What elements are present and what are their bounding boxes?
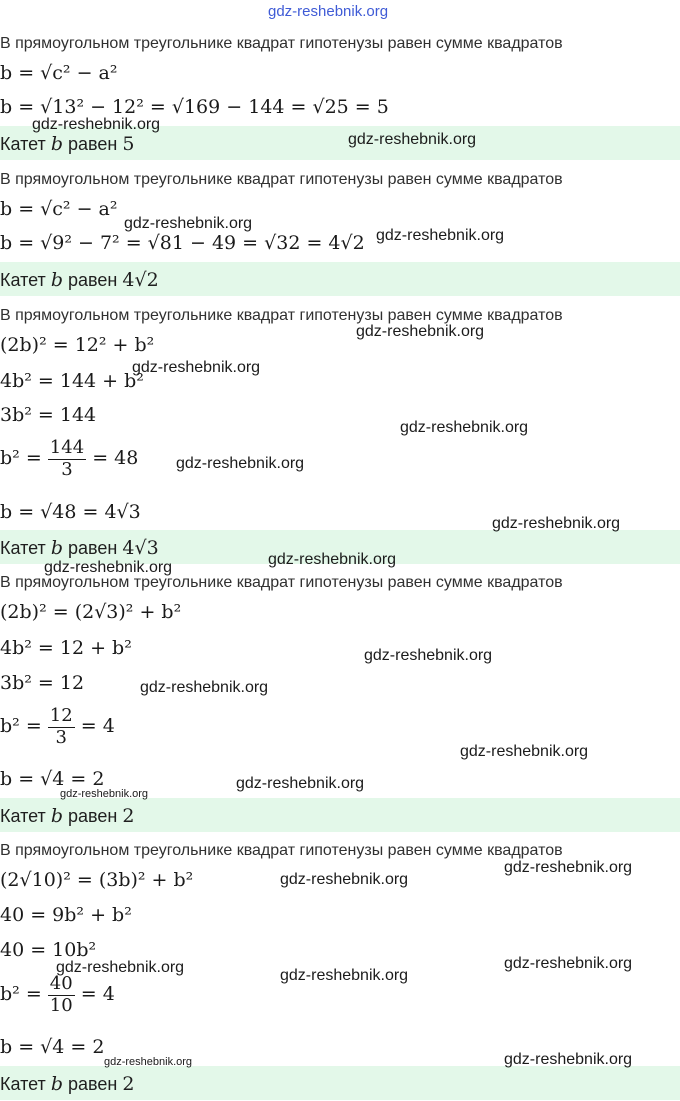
formula-line: b = √9² − 7² = √81 − 49 = √32 = 4√2 bbox=[0, 232, 365, 254]
watermark: gdz-reshebnik.org bbox=[504, 859, 633, 876]
watermark: gdz-reshebnik.org bbox=[460, 743, 589, 760]
answer-verb: равен bbox=[68, 538, 118, 558]
watermark: gdz-reshebnik.org bbox=[400, 419, 529, 436]
watermark: gdz-reshebnik.org bbox=[376, 227, 505, 244]
watermark: gdz-reshebnik.org bbox=[348, 131, 477, 148]
fraction-numerator: 144 bbox=[49, 437, 85, 458]
answer-prefix: Катет bbox=[0, 134, 46, 154]
watermark: gdz-reshebnik.org bbox=[32, 116, 161, 133]
statement-text: В прямоугольном треугольнике квадрат гипотенузы равен сумме квадратов bbox=[0, 171, 563, 188]
answer-verb: равен bbox=[68, 1074, 118, 1094]
formula-line: b = √13² − 12² = √169 − 144 = √25 = 5 bbox=[0, 96, 389, 118]
watermark: gdz-reshebnik.org bbox=[268, 551, 397, 568]
watermark: gdz-reshebnik.org bbox=[280, 967, 409, 984]
answer-line bbox=[0, 1073, 134, 1095]
answer-verb: равен bbox=[68, 806, 118, 826]
watermark: gdz-reshebnik.org bbox=[504, 955, 633, 972]
fraction-lhs: b² = bbox=[0, 447, 42, 470]
fraction-rhs: = 4 bbox=[80, 983, 115, 1006]
fraction-line bbox=[0, 974, 115, 1016]
formula-line: b = √c² − a² bbox=[0, 62, 118, 84]
formula-line: 40 = 9b² + b² bbox=[0, 904, 132, 926]
answer-value: 5 bbox=[122, 133, 135, 155]
answer-verb: равен bbox=[68, 270, 118, 290]
watermark: gdz-reshebnik.org bbox=[280, 871, 409, 888]
watermark: gdz-reshebnik.org bbox=[236, 775, 365, 792]
formula-line: (2b)² = 12² + b² bbox=[0, 334, 155, 356]
formula-line: 3b² = 144 bbox=[0, 404, 97, 426]
formula-line: (2√10)² = (3b)² + b² bbox=[0, 869, 194, 891]
statement-text: В прямоугольном треугольнике квадрат гипотенузы равен сумме квадратов bbox=[0, 35, 563, 52]
watermark: gdz-reshebnik.org bbox=[124, 215, 253, 232]
formula-line: b = √4 = 2 bbox=[0, 768, 105, 790]
formula-line: 40 = 10b² bbox=[0, 939, 97, 961]
watermark: gdz-reshebnik.org bbox=[176, 455, 305, 472]
formula-line: (2b)² = (2√3)² + b² bbox=[0, 601, 182, 623]
fraction-lhs: b² = bbox=[0, 983, 42, 1006]
answer-prefix: Катет bbox=[0, 538, 46, 558]
watermark: gdz-reshebnik.org bbox=[356, 323, 485, 340]
formula-line: b = √c² − a² bbox=[0, 198, 118, 220]
formula-line: b = √4 = 2 bbox=[0, 1036, 105, 1058]
fraction-denominator: 3 bbox=[61, 458, 73, 480]
watermark: gdz-reshebnik.org bbox=[492, 515, 621, 532]
fraction-line bbox=[0, 706, 115, 748]
answer-line bbox=[0, 269, 159, 291]
answer-variable: b bbox=[50, 1073, 63, 1095]
watermark: gdz-reshebnik.org bbox=[104, 1056, 193, 1068]
answer-prefix: Катет bbox=[0, 1074, 46, 1094]
answer-value: 2 bbox=[122, 1073, 135, 1095]
fraction-rhs: = 4 bbox=[80, 715, 115, 738]
fraction bbox=[48, 974, 75, 1016]
statement-text: В прямоугольном треугольнике квадрат гипотенузы равен сумме квадратов bbox=[0, 307, 563, 324]
watermark: gdz-reshebnik.org bbox=[132, 359, 261, 376]
answer-verb: равен bbox=[68, 134, 118, 154]
answer-value: 4√2 bbox=[122, 269, 159, 291]
watermark: gdz-reshebnik.org bbox=[364, 647, 493, 664]
watermark: gdz-reshebnik.org bbox=[60, 788, 149, 800]
answer-prefix: Катет bbox=[0, 806, 46, 826]
watermark: gdz-reshebnik.org bbox=[44, 559, 173, 576]
answer-value: 2 bbox=[122, 805, 135, 827]
formula-line: 3b² = 12 bbox=[0, 672, 85, 694]
fraction-denominator: 10 bbox=[49, 994, 73, 1016]
fraction-lhs: b² = bbox=[0, 715, 42, 738]
fraction-line bbox=[0, 438, 138, 480]
answer-line bbox=[0, 805, 134, 827]
answer-variable: b bbox=[50, 133, 63, 155]
statement-text: В прямоугольном треугольнике квадрат гипотенузы равен сумме квадратов bbox=[0, 574, 563, 591]
watermark: gdz-reshebnik.org bbox=[504, 1051, 633, 1068]
fraction bbox=[48, 706, 75, 748]
formula-line: 4b² = 12 + b² bbox=[0, 637, 132, 659]
formula-line: b = √48 = 4√3 bbox=[0, 501, 141, 523]
watermark-header: gdz-reshebnik.org bbox=[268, 3, 389, 20]
answer-prefix: Катет bbox=[0, 270, 46, 290]
fraction-numerator: 40 bbox=[49, 973, 73, 994]
fraction-numerator: 12 bbox=[49, 705, 73, 726]
watermark: gdz-reshebnik.org bbox=[56, 959, 185, 976]
statement-text: В прямоугольном треугольнике квадрат гипотенузы равен сумме квадратов bbox=[0, 842, 563, 859]
answer-variable: b bbox=[50, 805, 63, 827]
answer-line bbox=[0, 537, 159, 559]
answer-variable: b bbox=[50, 537, 63, 559]
formula-line: 4b² = 144 + b² bbox=[0, 370, 144, 392]
watermark: gdz-reshebnik.org bbox=[140, 679, 269, 696]
answer-line bbox=[0, 133, 134, 155]
fraction-rhs: = 48 bbox=[92, 447, 139, 470]
answer-value: 4√3 bbox=[122, 537, 159, 559]
answer-variable: b bbox=[50, 269, 63, 291]
fraction-denominator: 3 bbox=[55, 726, 67, 748]
fraction bbox=[48, 438, 86, 480]
